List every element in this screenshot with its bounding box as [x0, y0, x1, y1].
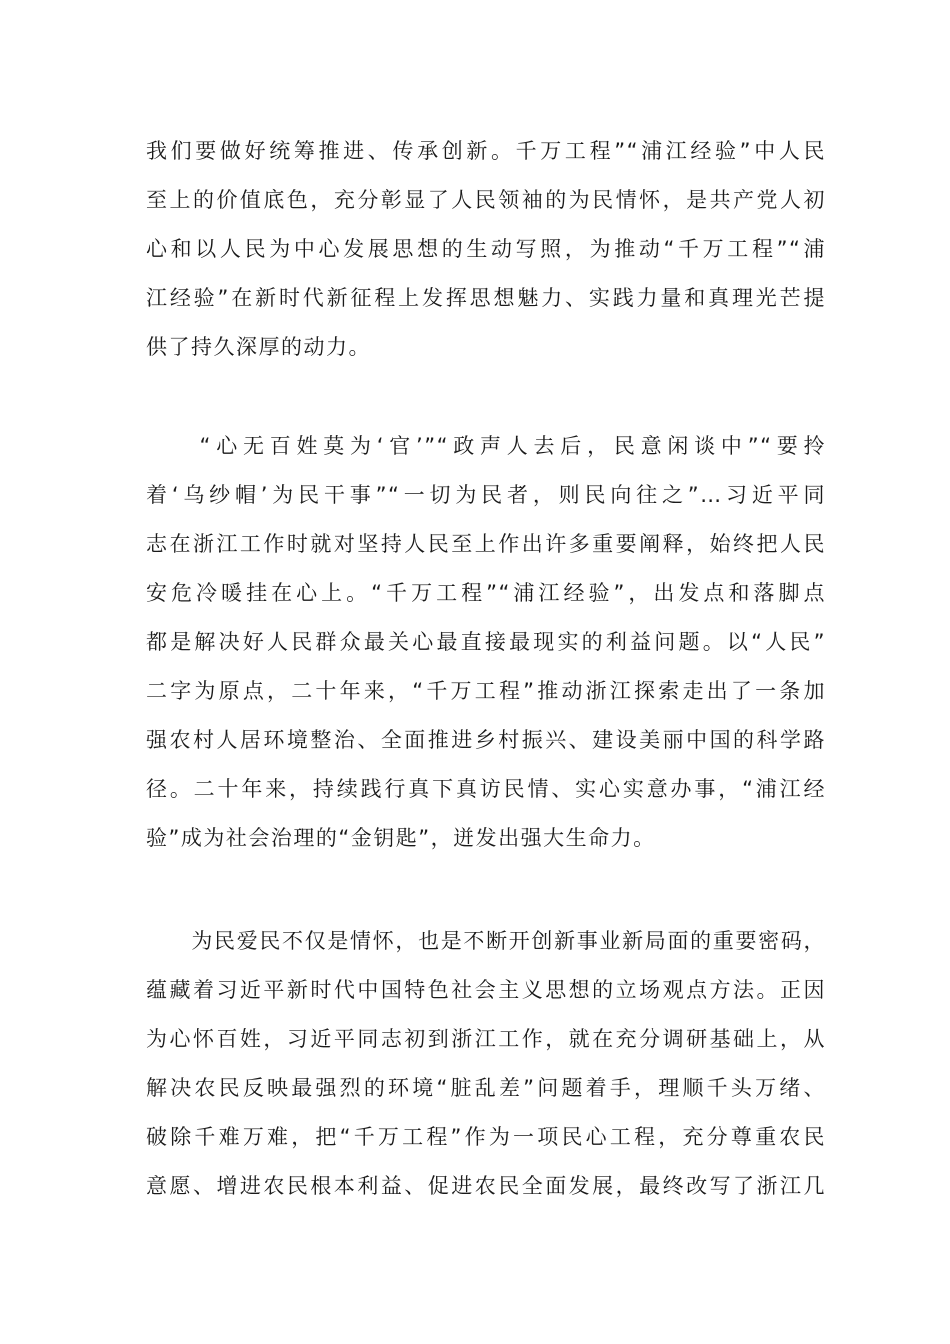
text-line: 江经验”在新时代新征程上发挥思想魅力、实践力量和真理光芒提: [146, 286, 826, 310]
paragraph-1: [146, 127, 826, 372]
text-line: 强农村人居环境整治、全面推进乡村振兴、建设美丽中国的科学路: [146, 728, 826, 752]
text-line: 供了持久深厚的动力。: [146, 335, 371, 359]
text-line: 为心怀百姓，习近平同志初到浙江工作，就在充分调研基础上，从: [146, 1027, 826, 1051]
text-line: 为民爱民不仅是情怀，也是不断开创新事业新局面的重要密码，: [146, 929, 826, 953]
text-line: “心无百姓莫为‘官’”“政声人去后，民意闲谈中”“要拎: [146, 434, 826, 458]
text-line: 意愿、增进农民根本利益、促进农民全面发展，最终改写了浙江几: [146, 1174, 826, 1198]
paragraph-3: [146, 917, 826, 1211]
text-line: 至上的价值底色，充分彰显了人民领袖的为民情怀，是共产党人初: [146, 188, 826, 212]
text-line: 都是解决好人民群众最关心最直接最现实的利益问题。以“人民”: [146, 630, 826, 654]
text-line: 志在浙江工作时就对坚持人民至上作出许多重要阐释，始终把人民: [146, 532, 826, 556]
text-line: 破除千难万难，把“千万工程”作为一项民心工程，充分尊重农民: [146, 1125, 826, 1149]
text-line: 径。二十年来，持续践行真下真访民情、实心实意办事，“浦江经: [146, 777, 826, 801]
paragraph-2: [146, 422, 826, 863]
text-line: 安危冷暖挂在心上。“千万工程”“浦江经验”，出发点和落脚点: [146, 581, 826, 605]
text-line: 验”成为社会治理的“金钥匙”，迸发出强大生命力。: [146, 826, 656, 850]
text-line: 蕴藏着习近平新时代中国特色社会主义思想的立场观点方法。正因: [146, 978, 826, 1002]
text-line: 二字为原点，二十年来，“千万工程”推动浙江探索走出了一条加: [146, 679, 826, 703]
text-line: 我们要做好统筹推进、传承创新。千万工程”“浦江经验”中人民: [146, 139, 826, 163]
text-line: 解决农民反映最强烈的环境“脏乱差”问题着手，理顺千头万绪、: [146, 1076, 826, 1100]
text-line: 心和以人民为中心发展思想的生动写照，为推动“千万工程”“浦: [146, 237, 826, 261]
text-line: 着‘乌纱帽’为民干事”“一切为民者，则民向往之”…习近平同: [146, 483, 826, 507]
